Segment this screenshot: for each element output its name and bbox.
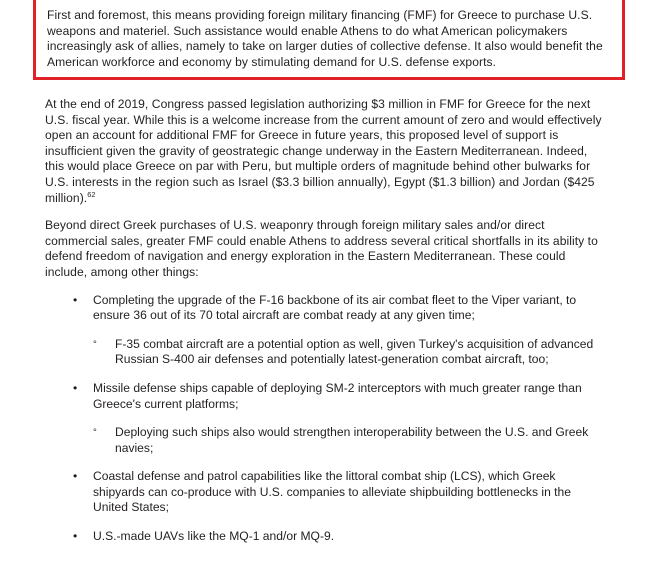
list-item: [45, 469, 602, 516]
bullet-text: Missile defense ships capable of deploying SM-2 interceptors with much greater range than Greece's current platforms;: [93, 380, 582, 411]
sub-bullet-list: [93, 425, 602, 456]
sub-bullet-text: F-35 combat aircraft are a potential option as well, given Turkey's acquisition of advanced Russian S-400 air defenses and potentially latest-generation combat aircraft, too;: [115, 336, 594, 367]
callout-paragraph: First and foremost, this means providing foreign military financing (FMF) for Greece to purchase U.S. weapons and materiel. Such assistance would enable Athens to do what American policymakers increasingly ask of allies, namely to take on larger duties of collective defense. It also would benefit the American workforce and economy by stimulating demand for U.S. defense exports.: [47, 8, 603, 69]
list-item: [45, 529, 602, 545]
body-text-column: [45, 97, 602, 558]
highlighted-callout-box: [33, 0, 625, 80]
sub-list-item: [93, 425, 602, 456]
bullet-marker-icon: •: [73, 469, 78, 484]
footnote-reference-62[interactable]: 62: [87, 189, 96, 199]
paragraph-fmf-funding: [45, 97, 602, 206]
sub-bullet-text: Deploying such ships also would strengthen interoperability between the U.S. and Greek navies;: [115, 425, 589, 455]
bullet-text: U.S.-made UAVs like the MQ-1 and/or MQ-9.: [93, 529, 335, 544]
bullet-text: Completing the upgrade of the F-16 backbone of its air combat fleet to the Viper variant, to ensure 36 out of its 70 total aircraft are combat ready at any given time;: [93, 292, 577, 323]
list-item: [45, 381, 602, 456]
sub-bullet-list: [93, 337, 602, 368]
bullet-marker-icon: •: [73, 529, 78, 544]
paragraph-fmf-funding-text: At the end of 2019, Congress passed legislation authorizing $3 million in FMF for Greece for the next U.S. fiscal year. While this is a welcome increase from the current amount of zero and would effectively open an account for additional FMF for Greece in future years, this proposed level of support is insufficient given the gravity of geostrategic change underway in the Eastern Mediterranean. Indeed, this would place Greece on par with Peru, but multiple orders of magnitude behind other bulwarks for U.S. interests in the region such as Israel ($3.3 billion annually), Egypt ($1.3 billion) and Jordan ($425 million).: [45, 97, 602, 205]
bullet-text: Coastal defense and patrol capabilities like the littoral combat ship (LCS), which Greek shipyards can co-produce with U.S. companies to alleviate shipbuilding bottlenecks in the United States;: [93, 469, 571, 515]
sub-list-item: [93, 337, 602, 368]
bullet-marker-icon: •: [73, 292, 78, 307]
capability-bullet-list: [45, 293, 602, 545]
paragraph-beyond-purchases: Beyond direct Greek purchases of U.S. weaponry through foreign military sales and/or direct commercial sales, greater FMF could enable Athens to address several critical shortfalls in its ability to defend freedom of navigation and energy exploration in the Eastern Mediterranean. These could include, among other things:: [45, 218, 598, 279]
sub-bullet-marker-icon: °: [93, 427, 97, 439]
bullet-marker-icon: •: [73, 380, 78, 395]
sub-bullet-marker-icon: °: [93, 338, 97, 350]
list-item: [45, 293, 602, 368]
